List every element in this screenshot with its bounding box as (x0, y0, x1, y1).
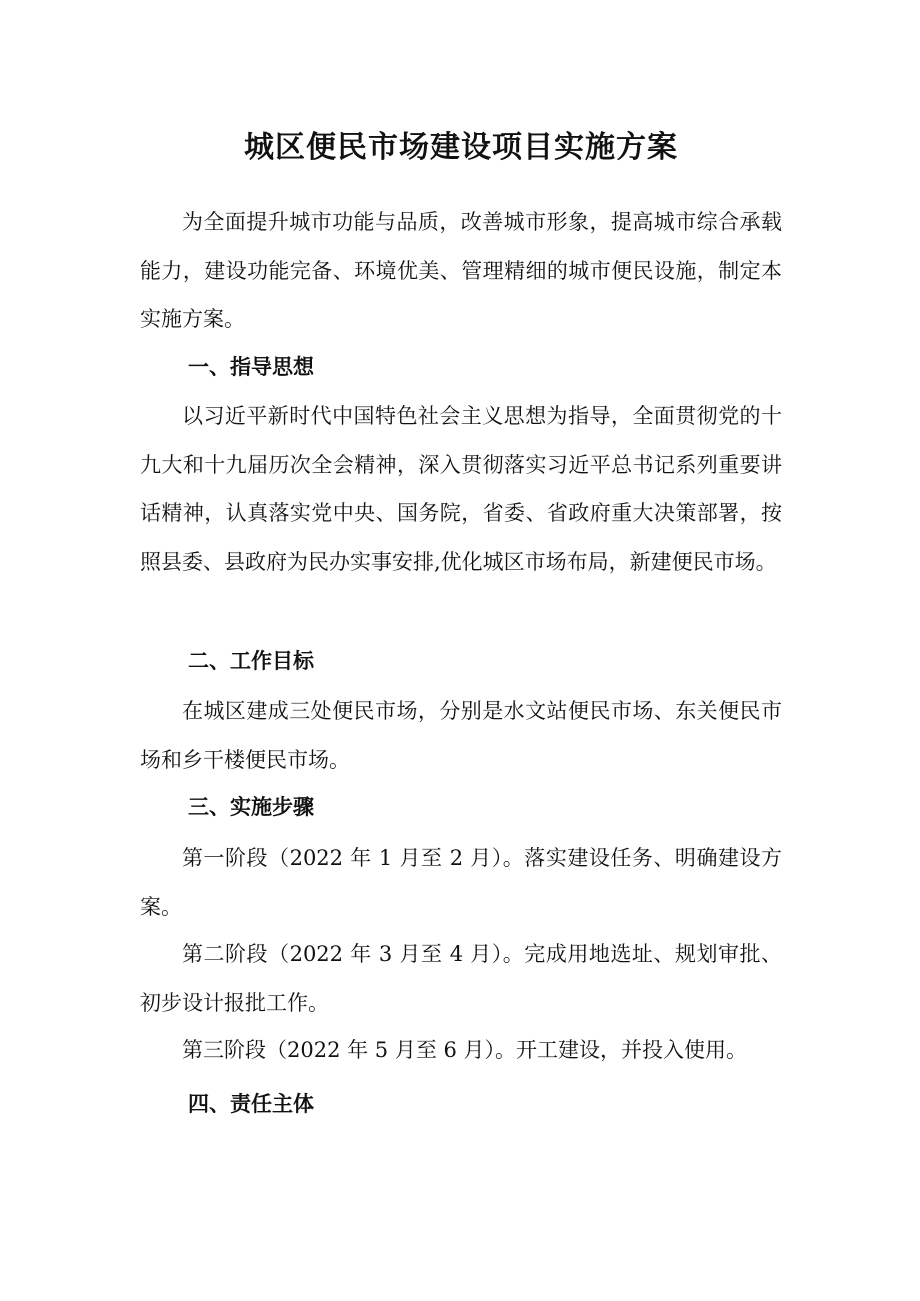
section-heading-work-goals: 二、工作目标 (188, 649, 314, 673)
section-heading-guiding-ideology: 一、指导思想 (188, 355, 314, 379)
stage-three-paragraph: 第三阶段（2022 年 5 月至 6 月）。开工建设，并投入使用。 (182, 1038, 748, 1062)
work-goals-paragraph: 在城区建成三处便民市场，分别是水文站便民市场、东关便民市场和乡干楼便民市场。 (140, 699, 782, 772)
stage-two-paragraph: 第二阶段（2022 年 3 月至 4 月）。完成用地选址、规划审批、初步设计报批工作。 (140, 942, 782, 1015)
guiding-ideology-paragraph: 以习近平新时代中国特色社会主义思想为指导，全面贯彻党的十九大和十九届历次全会精神，深入贯彻落实习近平总书记系列重要讲话精神，认真落实党中央、国务院，省委、省政府重大决策部署，按照县委、县政府为民办实事安排,优化城区市场布局，新建便民市场。 (140, 404, 782, 574)
section-heading-responsible-parties: 四、责任主体 (188, 1092, 314, 1116)
intro-paragraph: 为全面提升城市功能与品质，改善城市形象，提高城市综合承载能力，建设功能完备、环境优美、管理精细的城市便民设施，制定本实施方案。 (140, 210, 782, 331)
section-heading-implementation-steps: 三、实施步骤 (188, 795, 314, 819)
document-title: 城区便民市场建设项目实施方案 (244, 130, 678, 165)
stage-one-paragraph: 第一阶段（2022 年 1 月至 2 月）。落实建设任务、明确建设方案。 (140, 846, 782, 919)
